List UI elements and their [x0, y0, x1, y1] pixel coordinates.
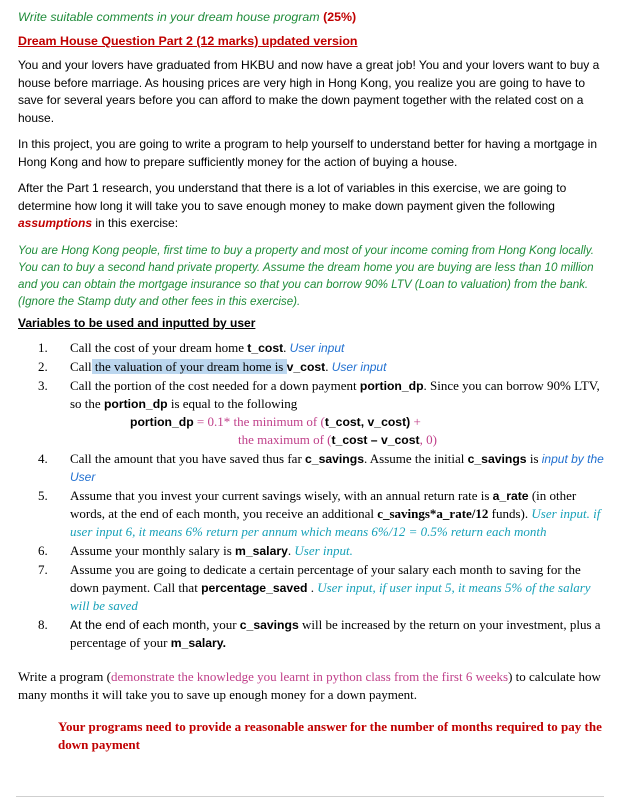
question-title: Dream House Question Part 2 (12 marks) updated version — [18, 34, 358, 48]
final-requirement: Your programs need to provide a reasonable answer for the number of months required to pay the down payment — [58, 718, 602, 752]
list-item-a-rate: 5. Assume that you invest your current savings wisely, with an annual return rate is a_rate (in other words, at the end of each month, you receive an additional c_savings*a_rate/12 funds). User input. if user input 6, it means 6% return per annum which means 6%/12 = 0.5% return each month — [38, 487, 601, 539]
formula-line-1: portion_dp = 0.1* the minimum of (t_cost, v_cost) + — [130, 413, 421, 429]
weight-percent: (25%) — [323, 10, 357, 24]
page-divider — [16, 796, 604, 797]
task-paragraph: Write a program (demonstrate the knowledge you learnt in python class from the first 6 weeks) to calculate how many months it will take you to save up enough money for a down payment. — [18, 668, 601, 702]
highlighted-text: the valuation of your dream home is — [91, 358, 287, 374]
list-item-portion-dp: 3. Call the portion of the cost needed for a down payment portion_dp. Since you can borrow 90% LTV, so the portion_dp is equal to the following portion_dp = 0.1* the minimum of (t_cost, v_cost) + the maximum of (t_cost – v_cost, 0) — [18, 377, 604, 449]
intro-paragraph-2: In this project, you are going to write a program to help yourself to understand better for having a mortgage in Hong Kong and how to prepare sufficiently money for the action of buying a house. — [18, 137, 597, 169]
intro-paragraph-1: You and your lovers have graduated from HKBU and now have a great job! You and your lovers want to buy a house before marriage. As housing prices are very high in Hong Kong, you realize you are going to have to save for several years before you can afford to make the down payment together with the related cost on a house. — [18, 58, 600, 125]
document-page — [18, 10, 604, 754]
header-note: Write suitable comments in your dream house program (25%) — [18, 10, 357, 24]
list-item-c-savings: 4. Call the amount that you have saved thus far c_savings. Assume the initial c_savings is input by the User — [38, 450, 604, 484]
list-item-m-salary: 6. Assume your monthly salary is m_salary. User input. — [38, 542, 353, 558]
list-item-t-cost: 1. Call the cost of your dream home t_cost. User input — [38, 339, 345, 355]
list-item-v-cost: 2. Call the valuation of your dream home is v_cost. User input — [38, 358, 387, 374]
variables-heading: Variables to be used and inputted by user — [18, 315, 256, 330]
assumptions-emphasis: assumptions — [18, 216, 93, 230]
assumptions-paragraph: You are Hong Kong people, first time to buy a property and most of your income coming from Hong Kong locally. You can to buy a second hand private property. Assume the dream home you are buying are less than 10 million and you can obtain the mortgage insurance so that you can borrow 90% LTV (Loan to valuation) from the bank. (Ignore the Stamp duty and other fees in this exercise). — [18, 243, 594, 308]
intro-paragraph-3: After the Part 1 research, you understand that there is a lot of variables in this exercise, we are going to determine how long it will take you to save enough money to make down payment given the following assumptions in this exercise: — [18, 181, 567, 230]
list-item-percentage-saved: 7. Assume you are going to dedicate a certain percentage of your salary each month to saving for the down payment. Call that percentage_saved . User input, if user input 5, it means 5% of the salary will be saved — [38, 561, 591, 613]
formula-line-2: the maximum of (t_cost – v_cost, 0) — [238, 431, 437, 447]
list-item-end-of-month: 8. At the end of each month, your c_savings will be increased by the return on your investment, plus a percentage of your m_salary. — [38, 616, 601, 650]
variables-list — [18, 339, 604, 652]
